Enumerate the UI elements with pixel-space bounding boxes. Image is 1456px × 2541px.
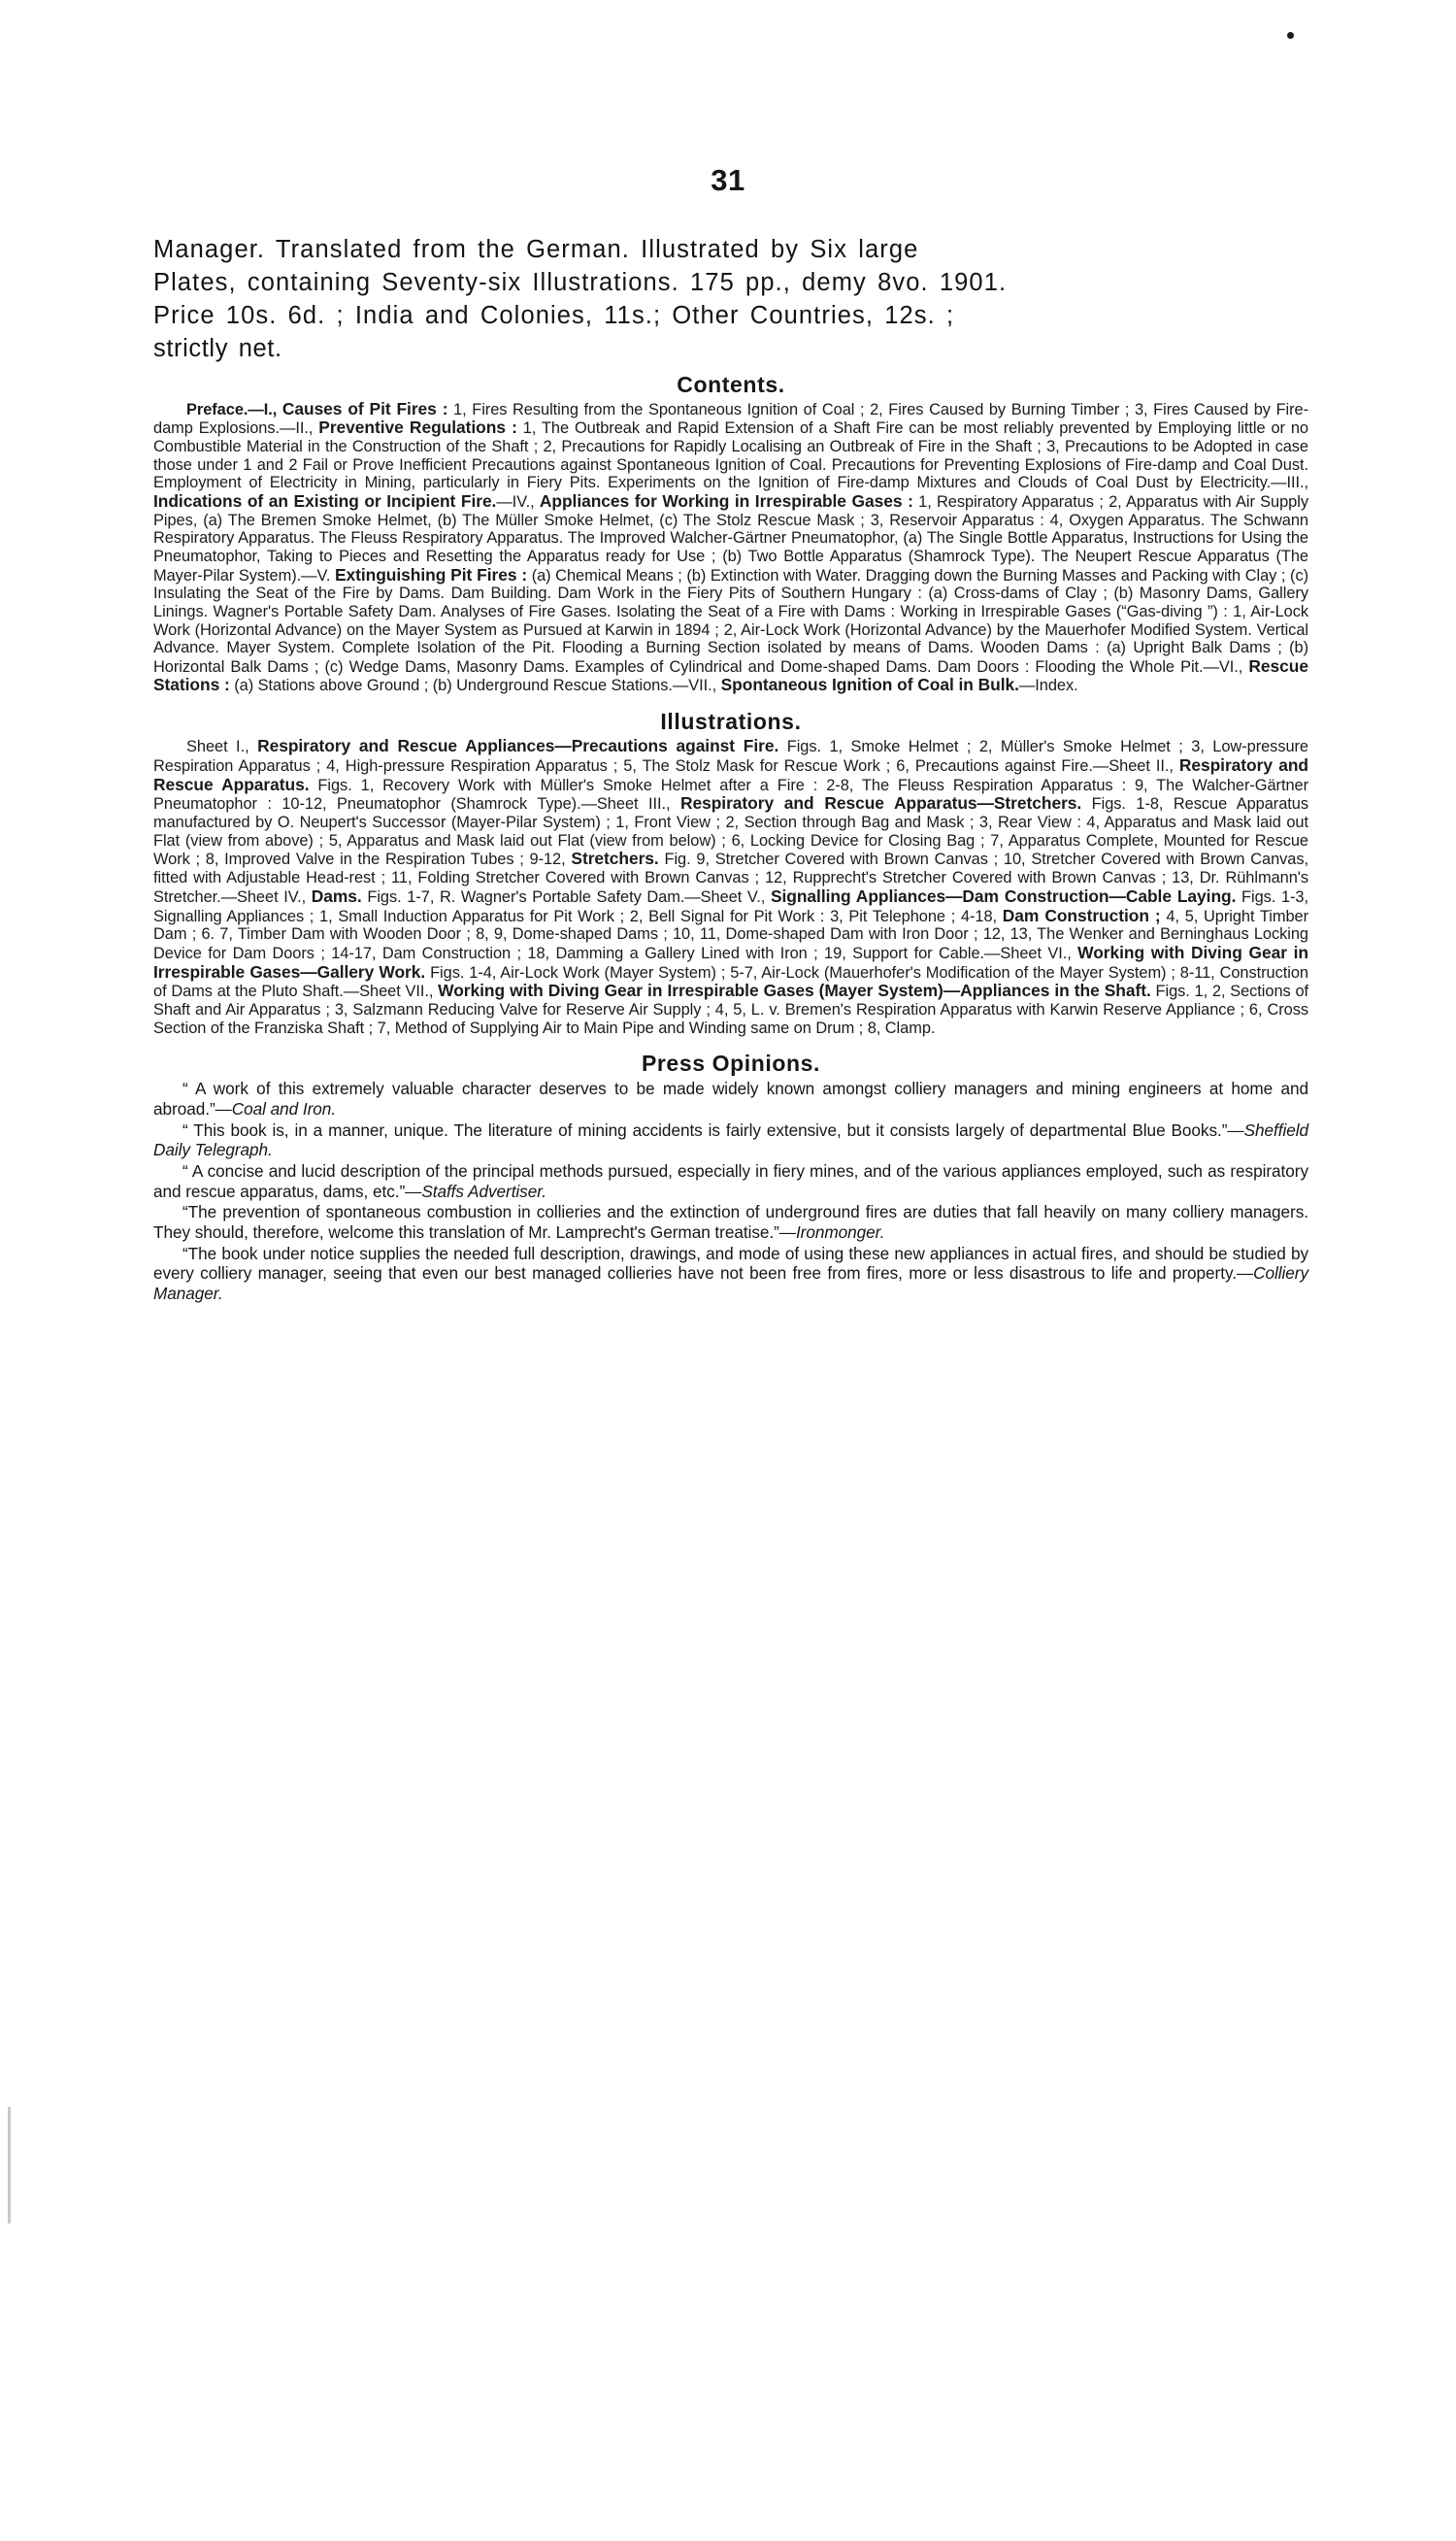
contents-preface-label: Preface.—I., [186, 400, 282, 418]
press-quote [153, 1161, 1308, 1201]
press-quote-text: “The book under notice supplies the needed full description, drawings, and mode of using these new appliances in actual fires, and should be studied by every colliery manager, seeing that even our best managed collieries have not been free from fires, more or less disastrous to life and property.— [153, 1243, 1308, 1284]
contents-text-7: —Index. [1018, 677, 1078, 695]
illustrations-text-5: Figs. 1-7, R. Wagner's Portable Safety Dam.—Sheet V., [361, 887, 771, 906]
contents-text-2: 1, The Outbreak and Rapid Extension of a Shaft Fire can be most reliably prevented by Employing little or no Combustible Material in the Construction of the Shaft ; 2, Precautions for Rapidly Localising an Outbreak of Fire in the Shaft ; 3, Precautions to be Adopted in case those under 1 and 2 Fail or Prove Inefficient Precautions against Spontaneous Ignition of Coal. Precautions for Preventing Explosions of Fire-damp and Coal Dust. Employment of Electricity in Mining, particularly in Fiery Pits. Experiments on the Ignition of Fire-damp Mixtures and Clouds of Coal Dust by Electricity.—III., [153, 419, 1308, 492]
corner-dot-mark [1287, 32, 1294, 39]
page-edge-mark [8, 2107, 11, 2223]
press-opinions-heading: Press Opinions. [641, 1051, 821, 1077]
illustrations-bold-5: Dams. [311, 886, 362, 906]
text-column [153, 233, 1308, 1304]
press-quote-text: “ A concise and lucid description of the principal methods pursued, especially in fiery mines, and of the various appliances employed, such as respiratory and rescue apparatus, dams, etc.”— [153, 1160, 1308, 1201]
press-opinions-body [153, 1079, 1308, 1303]
illustrations-text-6: Figs. 1-3, Signalling Appliances ; 1, Small Induction Apparatus for Pit Work ; 2, Bell Signal for Pit Work : 3, Pit Telephone ; 4-18, [153, 887, 1308, 925]
press-quote [153, 1120, 1308, 1160]
contents-bold-1: Causes of Pit Fires : [281, 398, 448, 418]
contents-bold-3: Indications of an Existing or Incipient Fire. [153, 490, 497, 511]
illustrations-text-8: Figs. 1-4, Air-Lock Work (Mayer System) ; 5-7, Air-Lock (Mauerhofer's Modification of the Mayer System) ; 8-11, Construction of Dams at the Pluto Shaft.—Sheet VII., [153, 963, 1308, 1001]
contents-text-5: (a) Chemical Means ; (b) Extinction with Water. Dragging down the Burning Masses and Packing with Clay ; (c) Insulating the Seat of the Fire by Dams. Dam Building. Dam Work in the Fiery Pits of Southern Hungary : (a) Cross-dams of Clay ; (b) Masonry Dams, Gallery Linings. Wagner's Portable Safety Dam. Analyses of Fire Gases. Isolating the Seat of a Fire with Dams : Working in Irrespirable Gases (“Gas-diving ”) : 1, Air-Lock Work (Horizontal Advance) on the Mayer System as Pursued at Karwin in 1894 ; 2, Air-Lock Work (Horizontal Advance) by the Mauerhofer Modified System. Vertical Advance. Mayer System. Complete Isolation of the Pit. Flooding a Burning Section isolated by means of Dams. Wooden Dams : (a) Upright Balk Dams ; (b) Horizontal Balk Dams ; (c) Wedge Dams, Masonry Dams. Examples of Cylindrical and Dome-shaped Dams. Dam Doors : Flooding the Whole Pit.—VI., [153, 566, 1308, 676]
press-quote [153, 1244, 1308, 1304]
title-line-3: Price 10s. 6d. ; India and Colonies, 11s.; Other Countries, 12s. ; [153, 302, 955, 330]
contents-text-3: —IV., [496, 492, 540, 511]
press-quote-source: Staffs Advertiser. [421, 1181, 546, 1201]
contents-bold-2: Preventive Regulations : [318, 418, 517, 438]
illustrations-text-7: 4, 5, Upright Timber Dam ; 6. 7, Timber Dam with Wooden Door ; 8, 9, Dome-shaped Dams ; 10, 11, Dome-shaped Dam with Iron Door ; 12, 13, The Wenker and Berninghaus Locking Device for Dam Doors ; 14-17, Dam Construction ; 18, Damming a Gallery Lined with Iron ; 19, Support for Cable.—Sheet VI., [153, 907, 1309, 962]
press-quote-text: “ This book is, in a manner, unique. The literature of mining accidents is fairly extensive, but it consists largely of departmental Blue Books.”— [182, 1120, 1244, 1140]
contents-text-1: 1, Fires Resulting from the Spontaneous Ignition of Coal ; 2, Fires Caused by Burning Timber ; 3, Fires Caused by Fire-damp Explosions.—II., [153, 400, 1308, 438]
title-line-2: Plates, containing Seventy-six Illustrations. 175 pp., demy 8vo. 1901. [153, 269, 1008, 297]
contents-body [153, 400, 1308, 696]
contents-bold-4: Appliances for Working in Irrespirable Gases : [539, 490, 913, 511]
press-quote-source: Coal and Iron. [231, 1099, 337, 1120]
illustrations-bold-6: Signalling Appliances—Dam Construction—Cable Laying. [770, 886, 1237, 906]
illustrations-bold-4: Stretchers. [571, 849, 659, 869]
illustrations-paragraph [153, 737, 1308, 1037]
contents-heading: Contents. [677, 371, 785, 397]
illustrations-heading: Illustrations. [660, 709, 802, 735]
contents-text-4: 1, Respiratory Apparatus ; 2, Apparatus with Air Supply Pipes, (a) The Bremen Smoke Helmet, (b) The Müller Smoke Helmet, (c) The Stolz Rescue Mask ; 3, Reservoir Apparatus : 4, Oxygen Apparatus. The Schwann Respiratory Apparatus. The Fleuss Respiratory Apparatus. The Improved Walcher-Gärtner Pneumatophor, (a) The Single Bottle Apparatus, Instructions for Using the Pneumatophor, Taking to Pieces and Resetting the Apparatus ready for Use ; (b) Two Bottle Apparatus (Shamrock Type). The Neupert Rescue Apparatus (The Mayer-Pilar System).—V. [153, 492, 1308, 585]
title-line-4: strictly net. [153, 335, 282, 363]
press-quote-text: “ A work of this extremely valuable character deserves to be made widely known amongst colliery managers and mining engineers at home and abroad.”— [153, 1079, 1308, 1120]
illustrations-bold-2: Respiratory and Rescue Apparatus. [153, 754, 1309, 794]
press-quote-source: Ironmonger. [795, 1221, 885, 1242]
illustrations-bold-3: Respiratory and Rescue Apparatus—Stretchers. [679, 793, 1082, 814]
illustrations-body [153, 737, 1308, 1037]
illustrations-bold-1: Respiratory and Rescue Appliances—Precautions against Fire. [257, 736, 779, 756]
book-title-block [153, 233, 1308, 366]
illustrations-bold-8: Working with Diving Gear in Irrespirable Gases—Gallery Work. [153, 942, 1308, 982]
press-quote-source: Colliery Manager. [153, 1263, 1308, 1303]
illustrations-text-9: Figs. 1, 2, Sections of Shaft and Air Apparatus ; 3, Salzmann Reducing Valve for Reserve Air Supply ; 4, 5, L. v. Bremen's Respiration Apparatus with Karwin Reserve Appliance ; 6, Cross Section of the Franziska Shaft ; 7, Method of Supplying Air to Main Pipe and Winding same on Drum ; 8, Clamp. [153, 983, 1309, 1037]
page-number: 31 [711, 163, 745, 197]
illustrations-text-1: Figs. 1, Smoke Helmet ; 2, Müller's Smoke Helmet ; 3, Low-pressure Respiration Apparatus ; 4, High-pressure Respiration Apparatus ; 5, The Stolz Mask for Rescue Work ; 6, Precautions against Fire.—Sheet II., [153, 738, 1308, 775]
illustrations-pre: Sheet I., [186, 738, 258, 756]
press-quote [153, 1079, 1308, 1119]
press-quote [153, 1202, 1308, 1242]
contents-bold-6: Rescue Stations : [153, 655, 1308, 695]
title-line-1: Manager. Translated from the German. Illustrated by Six large [153, 236, 919, 263]
illustrations-bold-9: Working with Diving Gear in Irrespirable Gases (Mayer System)—Appliances in the Shaft. [438, 981, 1151, 1001]
contents-bold-7: Spontaneous Ignition of Coal in Bulk. [720, 675, 1019, 695]
contents-text-6: (a) Stations above Ground ; (b) Underground Rescue Stations.—VII., [229, 677, 721, 695]
illustrations-text-4: Fig. 9, Stretcher Covered with Brown Canvas ; 10, Stretcher Covered with Brown Canvas, fitted with Adjustable Head-rest ; 11, Folding Stretcher Covered with Brown Canvas ; 12, Rupprecht's Stretcher Covered with Brown Canvas ; 13, Dr. Rühlmann's Stretcher.—Sheet IV., [153, 851, 1308, 906]
press-quote-text: “The prevention of spontaneous combustion in collieries and the extinction of underground fires are duties that fall heavily on many colliery managers. They should, therefore, welcome this translation of Mr. Lamprecht's German treatise.”— [153, 1202, 1308, 1242]
illustrations-text-3: Figs. 1-8, Rescue Apparatus manufactured by O. Neupert's Successor (Mayer-Pilar System) ; 1, Front View ; 2, Section through Bag and Mask ; 3, Rear View : 4, Apparatus and Mask laid out Flat (view from above) ; 5, Apparatus and Mask laid out Flat (view from below) ; 6, Locking Device for Closing Bag ; 7, Apparatus Complete, Mounted for Rescue Work ; 8, Improved Valve in the Respiration Tubes ; 9-12, [153, 795, 1308, 869]
illustrations-bold-7: Dam Construction ; [1002, 905, 1161, 925]
illustrations-text-2: Figs. 1, Recovery Work with Müller's Smoke Helmet after a Fire : 2-8, The Fleuss Respiration Apparatus : 9, The Walcher-Gärtner Pneumatophor : 10-12, Pneumatophor (Shamrock Type).—Sheet III., [153, 776, 1308, 814]
contents-paragraph [153, 400, 1308, 696]
contents-bold-5: Extinguishing Pit Fires : [334, 564, 528, 585]
press-quote-source: Sheffield Daily Telegraph. [153, 1120, 1308, 1160]
